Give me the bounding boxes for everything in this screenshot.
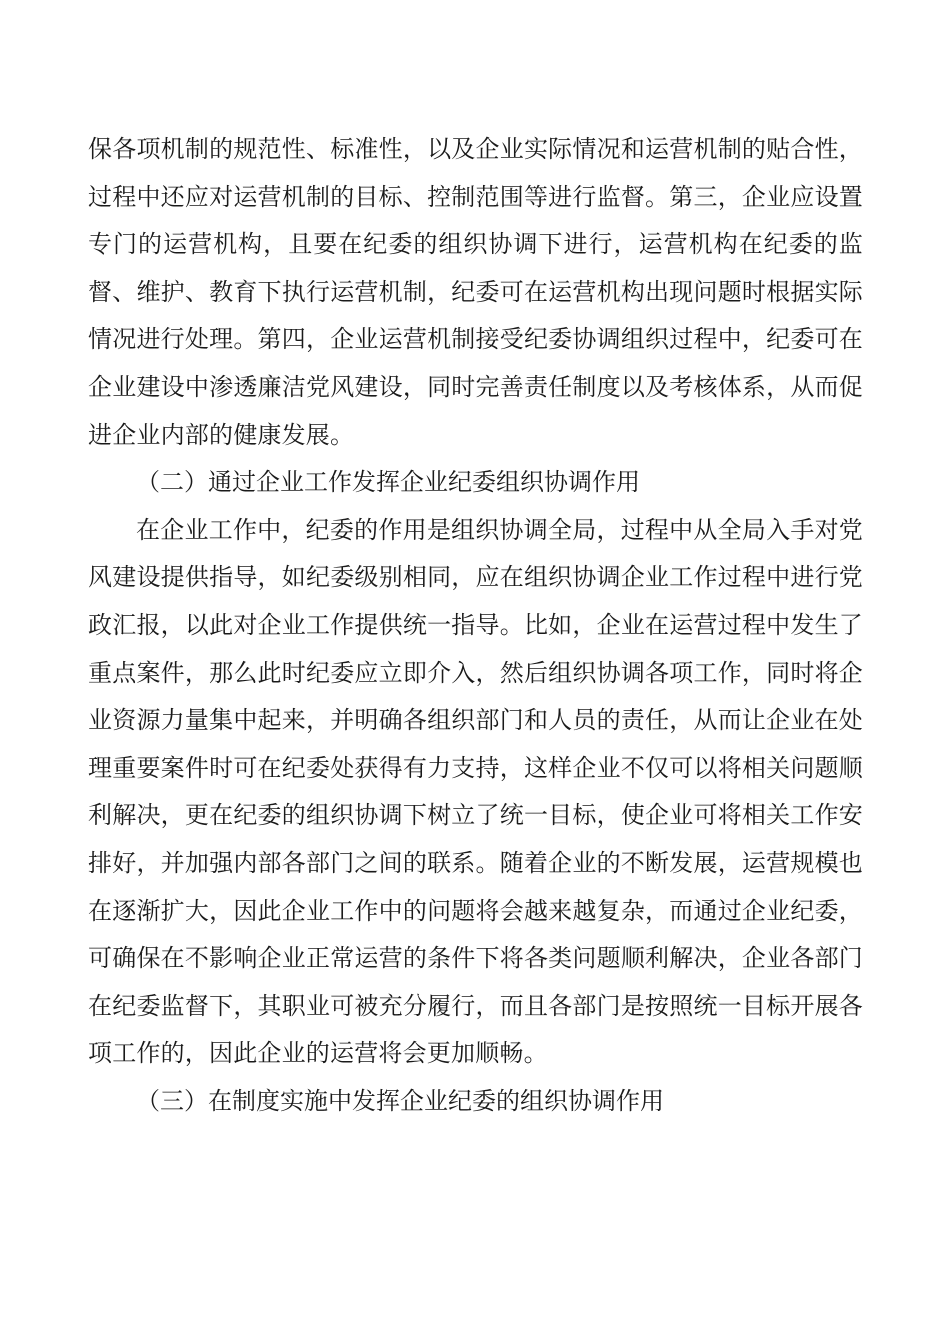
body-paragraph-section-2: 在企业工作中，纪委的作用是组织协调全局，过程中从全局入手对党风建设提供指导，如纪委级别相同，应在组织协调企业工作过程中进行党政汇报，以此对企业工作提供统一指导。比如，企业在运营过程中发生了重点案件，那么此时纪委应立即介入，然后组织协调各项工作，同时将企业资源力量集中起来，并明确各组织部门和人员的责任，从而让企业在处理重要案件时可在纪委处获得有力支持，这样企业不仅可以将相关问题顺利解决，更在纪委的组织协调下树立了统一目标，使企业可将相关工作安排好，并加强内部各部门之间的联系。随着企业的不断发展，运营规模也在逐渐扩大，因此企业工作中的问题将会越来越复杂，而通过企业纪委，可确保在不影响企业正常运营的条件下将各类问题顺利解决，企业各部门在纪委监督下，其职业可被充分履行，而且各部门是按照统一目标开展各项工作的，因此企业的运营将会更加顺畅。 [88, 515, 863, 1068]
body-paragraph-continued: 保各项机制的规范性、标准性，以及企业实际情况和运营机制的贴合性，过程中还应对运营机制的目标、控制范围等进行监督。第三，企业应设置专门的运营机构，且要在纪委的组织协调下进行，运营机构在纪委的监督、维护、教育下执行运营机制，纪委可在运营机构出现问题时根据实际情况进行处理。第四，企业运营机制接受纪委协调组织过程中，纪委可在企业建设中渗透廉洁党风建设，同时完善责任制度以及考核体系，从而促进企业内部的健康发展。 [88, 135, 863, 449]
section-heading-2: （二）通过企业工作发挥企业纪委组织协调作用 [136, 468, 640, 497]
section-heading-3: （三）在制度实施中发挥企业纪委的组织协调作用 [136, 1086, 664, 1115]
document-body [88, 126, 863, 1125]
